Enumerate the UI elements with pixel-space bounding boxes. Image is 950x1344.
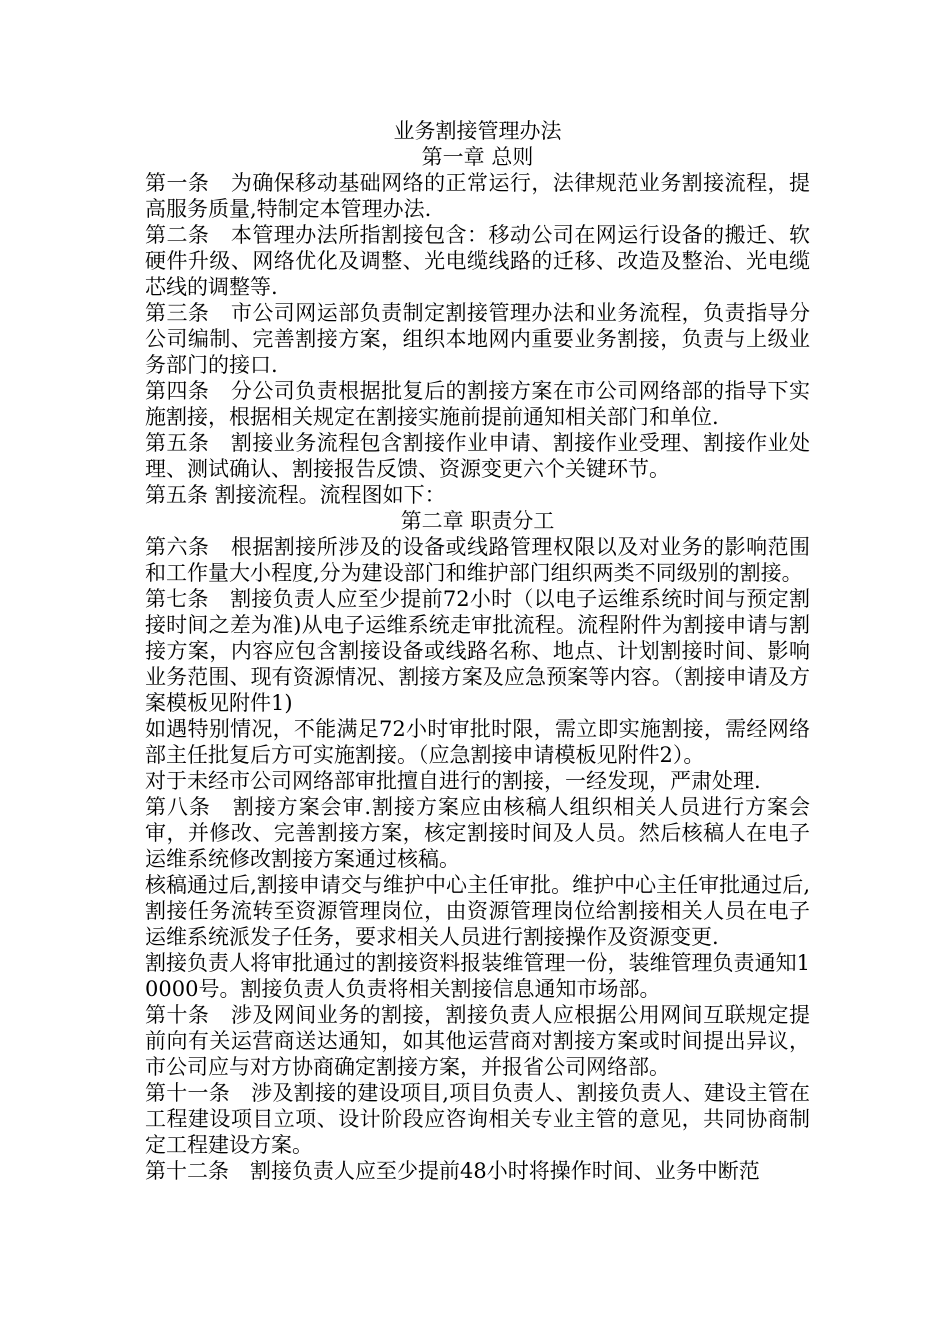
article-paragraph: 第十一条 涉及割接的建设项目,项目负责人、割接负责人、建设主管在工程建设项目立项、设计阶段应咨询相关专业主管的意见，共同协商制定工程建设方案。 [145,1081,810,1157]
document-page [145,118,810,1184]
article-paragraph: 第十二条 割接负责人应至少提前48小时将操作时间、业务中断范 [145,1159,760,1183]
article-paragraph: 第二条 本管理办法所指割接包含：移动公司在网运行设备的搬迁、软硬件升级、网络优化及调整、光电缆线路的迁移、改造及整治、光电缆芯线的调整等. [145,223,810,299]
article-paragraph: 第三条 市公司网运部负责制定割接管理办法和业务流程，负责指导分公司编制、完善割接方案，组织本地网内重要业务割接，负责与上级业务部门的接口. [145,301,810,377]
article-paragraph: 第五条 割接业务流程包含割接作业申请、割接作业受理、割接作业处理、测试确认、割接报告反馈、资源变更六个关键环节。 [145,431,810,481]
article-paragraph: 第十条 涉及网间业务的割接，割接负责人应根据公用网间互联规定提前向有关运营商送达通知，如其他运营商对割接方案或时间提出异议，市公司应与对方协商确定割接方案，并报省公司网络部。 [145,1003,810,1079]
document-title: 业务割接管理办法 [393,119,562,143]
article-paragraph: 核稿通过后,割接申请交与维护中心主任审批。维护中心主任审批通过后,割接任务流转至资源管理岗位，由资源管理岗位给割接相关人员在电子运维系统派发子任务，要求相关人员进行割接操作及资源变更. [145,873,810,949]
article-paragraph: 第四条 分公司负责根据批复后的割接方案在市公司网络部的指导下实施割接，根据相关规定在割接实施前提前通知相关部门和单位. [145,379,810,429]
chapter-heading: 第二章 职责分工 [400,509,555,533]
article-paragraph: 对于未经市公司网络部审批擅自进行的割接，一经发现，严肃处理. [145,769,761,793]
article-paragraph: 第六条 根据割接所涉及的设备或线路管理权限以及对业务的影响范围和工作量大小程度,分为建设部门和维护部门组织两类不同级别的割接。 [145,535,810,585]
article-paragraph: 割接负责人将审批通过的割接资料报装维管理一份，装维管理负责通知10000号。割接负责人负责将相关割接信息通知市场部。 [145,951,810,1001]
article-paragraph: 第一条 为确保移动基础网络的正常运行，法律规范业务割接流程，提高服务质量,特制定本管理办法. [145,171,810,221]
article-paragraph: 第七条 割接负责人应至少提前72小时（以电子运维系统时间与预定割接时间之差为准)从电子运维系统走审批流程。流程附件为割接申请与割接方案，内容应包含割接设备或线路名称、地点、计划割接时间、影响业务范围、现有资源情况、割接方案及应急预案等内容。（割接申请及方案模板见附件1) [145,587,810,715]
article-paragraph: 如遇特别情况，不能满足72小时审批时限，需立即实施割接，需经网络部主任批复后方可实施割接。（应急割接申请模板见附件2）。 [145,717,810,767]
chapter-heading: 第一章 总则 [421,145,534,169]
article-paragraph: 第八条 割接方案会审.割接方案应由核稿人组织相关人员进行方案会审，并修改、完善割接方案，核定割接时间及人员。然后核稿人在电子运维系统修改割接方案通过核稿。 [145,795,810,871]
article-paragraph: 第五条 割接流程。流程图如下： [145,483,446,507]
